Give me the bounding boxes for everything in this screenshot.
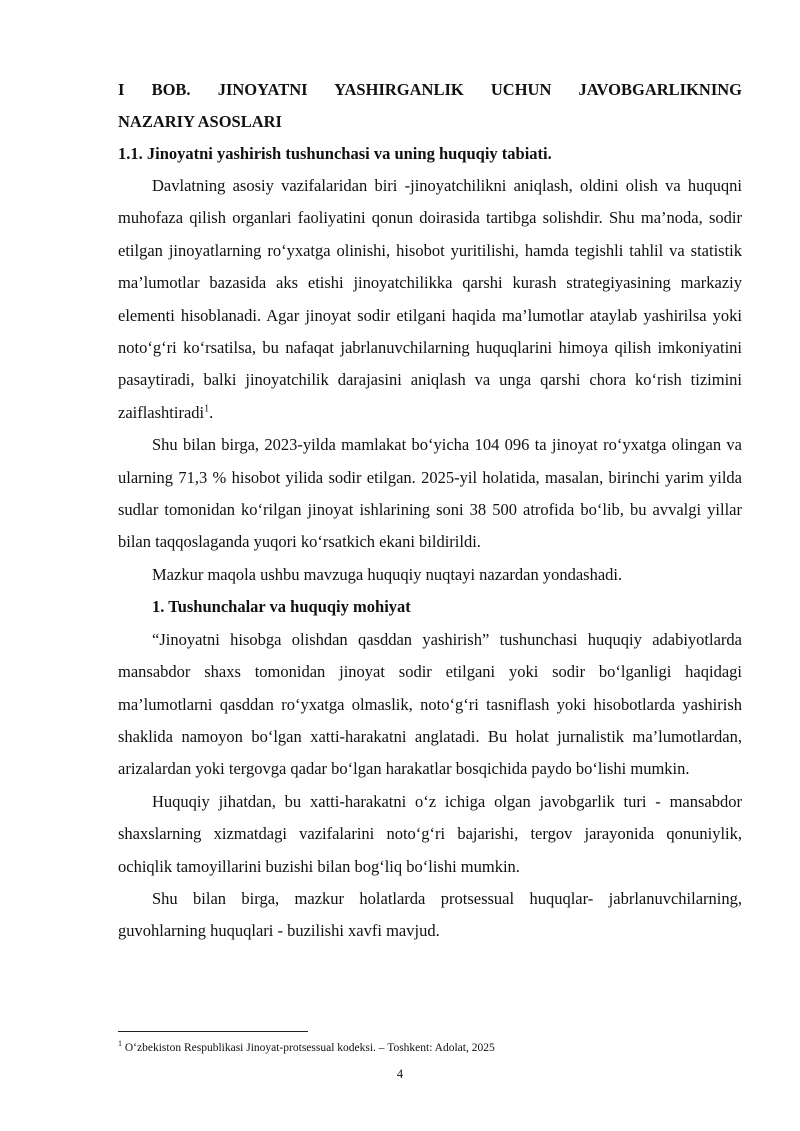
footnote-reference[interactable]: 1 bbox=[204, 403, 210, 415]
section-title: 1.1. Jinoyatni yashirish tushunchasi va uning huquqiy tabiati. bbox=[118, 144, 552, 163]
paragraph-1-text: Davlatning asosiy vazifalaridan biri -jinoyatchilikni aniqlash, oldini olish va huquqni muhofaza qilish organlari faoliyatini qonun doirasida tartibga solishdir. Shu ma’noda, sodir etilgan jinoyatlarning ro‘yxatga olinishi, hisobot yuritilishi, hamda tegishli tahlil va statistik ma’lumotlar bazasida aks etishi jinoyatchilikka qarshi kurash strategiyasining markaziy elementi hisoblanadi. Agar jinoyat sodir etilgani haqida ma’lumotlar ataylab yashirilsa yoki noto‘g‘ri ko‘rsatilsa, bu nafaqat jabrlanuvchilarning huquqlarini himoya qilish imkoniyatini pasaytiradi, balki jinoyatchilik darajasini aniqlash va unga qarshi chora ko‘rish tizimini zaiflashtiradi bbox=[118, 176, 742, 422]
page-content bbox=[118, 74, 742, 948]
chapter-title-line1: I BOB. JINOYATNI YASHIRGANLIK UCHUN JAVOBGARLIKNING bbox=[118, 80, 742, 99]
chapter-title-line2: NAZARIY ASOSLARI bbox=[118, 112, 282, 131]
chapter-title bbox=[118, 74, 742, 138]
paragraph-1: Davlatning asosiy vazifalaridan biri -jinoyatchilikni aniqlash, oldini olish va huquqni muhofaza qilish organlari faoliyatini qonun doirasida tartibga solishdir. Shu ma’noda, sodir etilgan jinoyatlarning ro‘yxatga olinishi, hisobot yuritilishi, hamda tegishli tahlil va statistik ma’lumotlar bazasida aks etishi jinoyatchilikka qarshi kurash strategiyasining markaziy elementi hisoblanadi. Agar jinoyat sodir etilgani haqida ma’lumotlar ataylab yashirilsa yoki noto‘g‘ri ko‘rsatilsa, bu nafaqat jabrlanuvchilarning huquqlarini himoya qilish imkoniyatini pasaytiradi, balki jinoyatchilik darajasini aniqlash va unga qarshi chora ko‘rish tizimini zaiflashtiradi$^1$. bbox=[118, 176, 742, 422]
footnote-marker: 1 bbox=[118, 1039, 122, 1049]
footnote-divider bbox=[118, 1031, 308, 1032]
footnote bbox=[118, 1040, 495, 1056]
paragraph-2: Shu bilan birga, 2023-yilda mamlakat bo‘yicha 104 096 ta jinoyat ro‘yxatga olingan va ularning 71,3 % hisobot yilida sodir etilgan. 2025-yil holatida, masalan, birinchi yarim yilda sudlar tomonidan ko‘rilgan jinoyat ishlarining soni 38 500 atrofida bo‘lib, bu avvalgi yillar bilan taqqoslaganda yuqori ko‘rsatkich ekani bildirildi. bbox=[118, 435, 742, 552]
paragraph-4: “Jinoyatni hisobga olishdan qasddan yashirish” tushunchasi huquqiy adabiyotlarda mansabdor shaxs tomonidan jinoyat sodir etilgani yoki sodir bo‘lganligi haqidagi ma’lumotlarni qasddan ro‘yxatga olmaslik, noto‘g‘ri tasniflash yoki hisobotlarda yashirish shaklida namoyon bo‘lgan xatti-harakatni anglatadi. Bu holat jurnalistik ma’lumotlardan, arizalardan yoki tergovga qadar bo‘lgan harakatlar bosqichida paydo bo‘lishi mumkin. bbox=[118, 629, 742, 779]
paragraph-3: Mazkur maqola ushbu mavzuga huquqiy nuqtayi nazardan yondashadi. bbox=[152, 564, 623, 584]
footnote-text: O‘zbekiston Respublikasi Jinoyat-protsessual kodeksi. – Toshkent: Adolat, 2025 bbox=[124, 1042, 495, 1054]
subsection-title: 1. Tushunchalar va huquqiy mohiyat bbox=[152, 597, 411, 617]
paragraph-5: Huquqiy jihatdan, bu xatti-harakatni o‘z ichiga olgan javobgarlik turi - mansabdor shaxslarning xizmatdagi vazifalarini noto‘g‘ri bajarishi, tergov jarayonida qonuniylik, ochiqlik tamoyillarini buzishi bilan bog‘liq bo‘lishi mumkin. bbox=[118, 791, 742, 876]
page-number: 4 bbox=[396, 1067, 404, 1081]
paragraph-6: Shu bilan birga, mazkur holatlarda protsessual huquqlar- jabrlanuvchilarning, guvohlarning huquqlari - buzilishi xavfi mavjud. bbox=[118, 888, 742, 941]
